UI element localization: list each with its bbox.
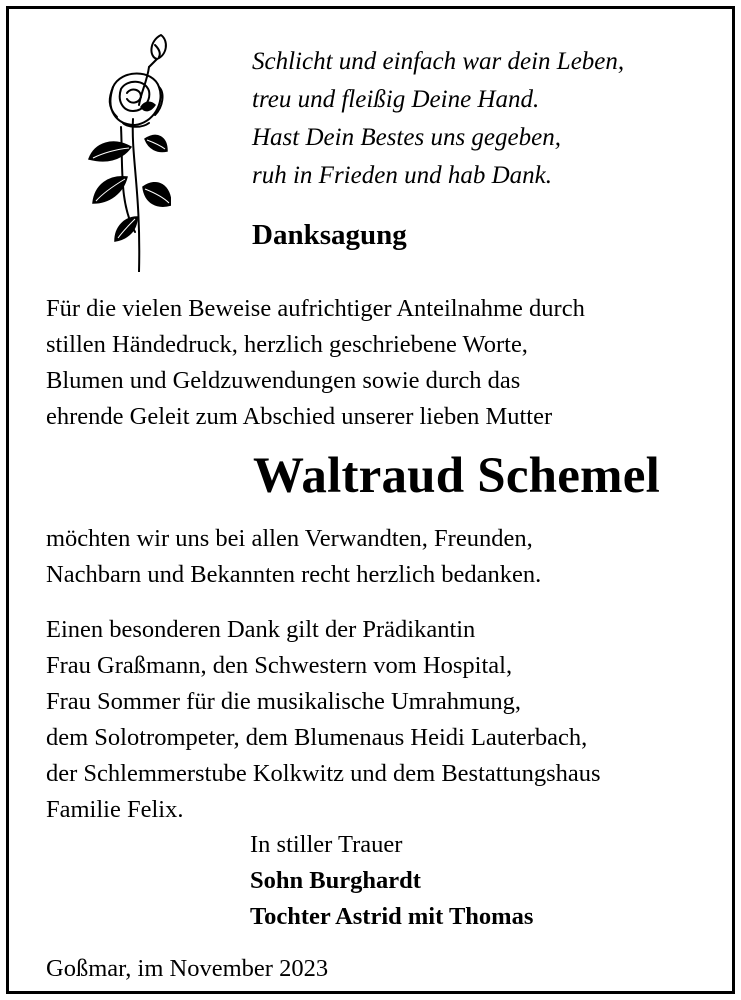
text-line: Für die vielen Beweise aufrichtiger Anteilnahme durch [46,295,585,322]
poem [252,43,722,195]
text-line: stillen Händedruck, herzlich geschriebene Worte, [46,331,528,358]
place-date: Goßmar, im November 2023 [46,955,329,982]
notice-heading: Danksagung [252,219,407,251]
obituary-notice [6,6,735,994]
intro-paragraph [46,291,585,435]
thanks-paragraph [46,521,541,593]
text-line: Einen besonderen Dank gilt der Prädikantin [46,616,476,643]
text-line: Frau Graßmann, den Schwestern vom Hospital, [46,652,513,679]
text-line: der Schlemmerstube Kolkwitz und dem Bestattungshaus [46,760,601,787]
text-line: Nachbarn und Bekannten recht herzlich bedanken. [46,561,542,588]
mourner-name: Sohn Burghardt [250,867,421,894]
deceased-name: Waltraud Schemel [253,448,660,504]
poem-line: ruh in Frieden und hab Dank. [252,162,552,189]
poem-line: Schlicht und einfach war dein Leben, [252,48,625,75]
signature-intro: In stiller Trauer [250,831,403,858]
text-line: Familie Felix. [46,796,184,823]
rose-icon [61,27,171,272]
text-line: ehrende Geleit zum Abschied unserer lieben Mutter [46,403,553,430]
poem-line: treu und fleißig Deine Hand. [252,86,540,113]
text-line: Blumen und Geldzuwendungen sowie durch das [46,367,521,394]
text-line: möchten wir uns bei allen Verwandten, Freunden, [46,525,533,552]
special-thanks-paragraph [46,612,601,828]
mourner-name: Tochter Astrid mit Thomas [250,903,534,930]
poem-line: Hast Dein Bestes uns gegeben, [252,124,561,151]
signature-block [250,827,533,935]
text-line: Frau Sommer für die musikalische Umrahmung, [46,688,521,715]
text-line: dem Solotrompeter, dem Blumenaus Heidi Lauterbach, [46,724,588,751]
